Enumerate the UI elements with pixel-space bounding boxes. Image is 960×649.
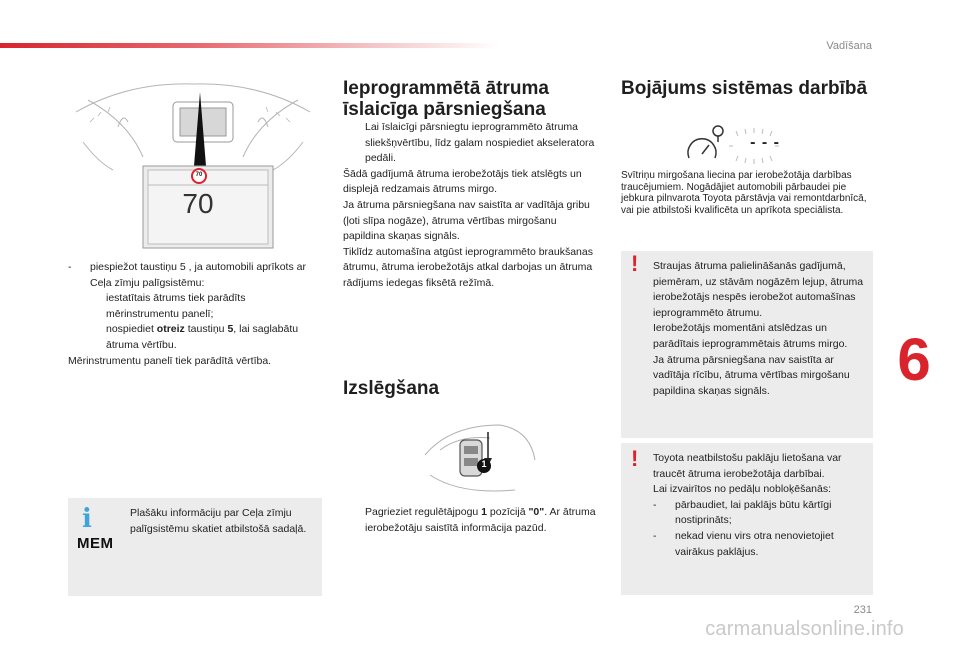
info-text: Plašāku informāciju par Ceļa zīmju palīgsistēmu skatiet atbilstošā sadaļā. (130, 507, 307, 535)
sub-bullet: iestatītais ātrums tiek parādīts mērinstrumentu panelī; (106, 292, 246, 320)
info-box (68, 498, 322, 596)
closing-note: Mērinstrumentu panelī tiek parādītā vērtība. (68, 354, 272, 367)
mem-label: MEM (77, 535, 114, 552)
warning-paragraph: Toyota neatbilstošu paklāju lietošana var traucēt ātruma ierobežotāja darbībai. (653, 452, 842, 480)
chapter-number: 6 (897, 326, 931, 393)
warning-icon: ! (631, 251, 639, 276)
warning-box-floor-mats (621, 443, 873, 595)
fault-text: Svītriņu mirgošana liecina par ierobežotāja darbības traucējumiem. Nogādājiet automobili pārbaudei pie jebkura pilnvarota Toyota pārstāvja vai remontdarbnīcā, vai pie atbilstoši kvalificēta un aprīkota speciālista. (621, 170, 867, 216)
paragraph: Šādā gadījumā ātruma ierobežotājs tiek atslēgts un displejā redzamais ātrums mirgo. (343, 167, 582, 196)
callout-number: 1 (481, 459, 487, 469)
bullet-item: Lai īslaicīgi pārsniegtu ieprogrammēto ātruma sliekšņvērtību, līdz galam nospiediet akseleratora pedāli. (365, 121, 595, 165)
info-icon: i (82, 504, 92, 534)
warning-icon: ! (631, 446, 639, 471)
sub-bullet: nospiediet otreiz taustiņu 5, lai saglabātu ātruma vērtību. (106, 323, 299, 351)
deactivation-step: Pagrieziet regulētājpogu 1 pozīcijā "0". Ar ātruma ierobežotāju saistītā informācija pazūd. (365, 506, 596, 534)
fault-display-dashes: - - - (750, 134, 780, 151)
section-title: Vadīšana (826, 40, 872, 52)
speed-display-value: 70 (182, 188, 214, 219)
heading-temporary-override: Ieprogrammētā ātruma īslaicīga pārsniegšana (343, 78, 549, 120)
warning-paragraph: Ierobežotājs momentāni atslēdzas un parādītais ieprogrammētais ātrums mirgo. (653, 322, 848, 350)
middle-column (343, 120, 601, 292)
list-item: - pārbaudiet, lai paklājs būtu kārtīgi nostiprināts; (653, 498, 832, 527)
paragraph: Tiklīdz automašīna atgūst ieprogrammēto braukšanas ātrumu, ātruma ierobežotājs atkal darbojas un ātruma rādījums iedegas fiksētā režīmā. (343, 245, 593, 289)
instruction-item: - piespiežot taustiņu 5 , ja automobili aprīkots ar Ceļa zīmju palīgsistēmu: (68, 261, 306, 289)
left-column (68, 260, 318, 369)
heading-deactivation: Izslēgšana (343, 378, 440, 399)
warning-paragraph: Straujas ātruma palielināšanās gadījumā, piemēram, uz stāvām nogāzēm lejup, ātruma ierobežotājs nespēs ierobežot automašīnas ieprogrammēto ātrumu. (653, 260, 864, 319)
header-accent-bar (0, 43, 500, 48)
warning-box-overspeed (621, 251, 873, 438)
warning-paragraph: Lai izvairītos no pedāļu nobloķēšanās: (653, 483, 832, 496)
paragraph: Ja ātruma pārsniegšana nav saistīta ar vadītāja gribu (ļoti slīpa nogāze), ātruma vērtības mirgošanu papildina skaņas signāls. (343, 198, 590, 243)
heading-malfunction: Bojājums sistēmas darbībā (621, 78, 868, 99)
speed-sign-value: 70 (195, 172, 203, 178)
list-item: - nekad vienu virs otra nenovietojiet vairākus paklājus. (653, 529, 834, 558)
warning-paragraph: Ja ātruma pārsniegšana nav saistīta ar vadītāja rīcību, ātruma vērtības mirgošanu papildina skaņas signāls. (653, 353, 850, 397)
page-number: 231 (853, 604, 872, 616)
watermark: carmanualsonline.info (705, 618, 904, 640)
dashboard-illustration (68, 82, 318, 252)
